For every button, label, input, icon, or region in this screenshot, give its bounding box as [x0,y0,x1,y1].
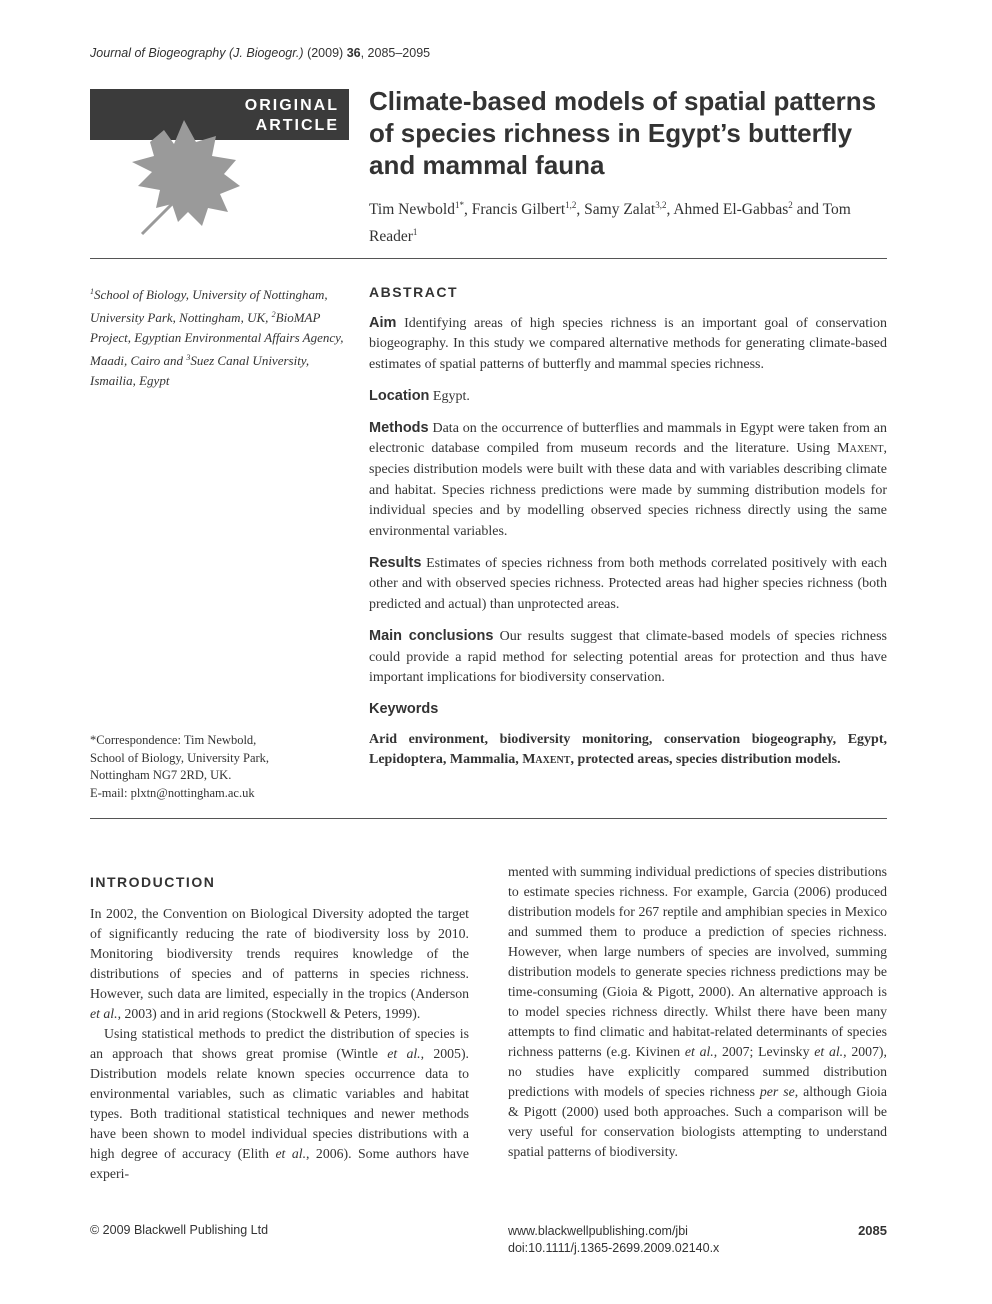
affiliation-1: School of Biology, University of Nottingham, University Park, Nottingham, UK, [90,287,328,325]
badge-line-1: ORIGINAL [244,97,339,114]
correspondence-line: *Correspondence: Tim Newbold, [90,733,257,747]
abstract-methods: Methods Data on the occurrence of butterflies and mammals in Egypt were taken from an electronic database compiled from museum records and the literature. Using Maxent, species distribution models were built with these data and with variables describing climate and habitat. Species richness predictions were made by summing distribution models for individual species and by modelling observed species richness directly using the same environmental variables. [369,419,887,540]
header-divider [90,258,887,259]
author: Ahmed El-Gabbas$^2$ and [673,200,823,218]
page-number: 2085 [858,1223,887,1238]
affiliation-2: BioMAP Project, Egyptian Environmental Affairs Agency, Maadi, Cairo and [90,310,344,368]
intro-paragraph-continued: mented with summing individual predictions of species distributions to estimate species richness. For example, Garcia (2006) produced distribution models for 267 reptile and amphibian species in Mexico and summed them to produce a prediction of species richness. However, when large numbers of species are involved, summing distribution models to generate species richness predictions may be time-consuming (Gioia & Pigott, 2000). An alternative approach is to model species richness directly. Whilst there have been many attempts to find climatic and habitat-related determinants of species richness patterns (e.g. Kivinen et al., 2007; Levinsky et al., 2007), no studies have explicitly compared summed distribution predictions with models of species richness per se, although Gioia & Pigott (2000) used both approaches. Such a comparison will be very useful for conservation biologists attempting to understand spatial patterns of biodiversity. [508,864,887,1159]
footer-links [508,1223,719,1257]
abstract-conclusions: Main conclusions Our results suggest that climate-based models of species richness could provide a rapid method for selecting potential areas for protection and thus have important implications for biodiversity conservation. [369,627,888,686]
abstract-aim: Aim Identifying areas of high species richness is an important goal of conservation biogeography. In this study we compared alternative methods for generating climate-based estimates of spatial patterns of butterfly and mammal species richness. [369,314,887,373]
author: Tim Newbold$^{1*}$, [369,200,472,218]
footer-copyright: © 2009 Blackwell Publishing Ltd [90,1223,269,1237]
journal-citation [90,46,430,60]
affiliation-3: Suez Canal University, Ismailia, Egypt [90,353,310,388]
journal-year: (2009) [307,46,344,60]
keywords-list: Arid environment, biodiversity monitoring, conservation biogeography, Egypt, Lepidoptera, Mammalia, Maxent, protected areas, species distribution models. [369,731,887,768]
badge-label [245,96,339,136]
abstract-location: Location Egypt. [369,387,470,404]
paper-title: Climate-based models of spatial patterns of species richness in Egypt’s butterfly and mammal fauna [369,86,877,180]
journal-pages: , 2085–2095 [360,46,431,60]
abstract-results: Results Estimates of species richness from both methods correlated positively with each other and with observed species richness. Protected areas had higher species richness (both predicted and actual) than unprotected areas. [369,554,888,613]
author: Samy Zalat$^{3,2}$, [584,200,674,218]
affiliations: $^1$School of Biology, University of Nottingham, University Park, Nottingham, UK, $^2$BioMAP Project, Egyptian Environmental Affairs Agency, Maadi, Cairo and $^3$Suez Canal University, Ismailia, Egypt [90,287,344,388]
intro-paragraph-2: Using statistical methods to predict the distribution of species is an approach that shows great promise (Wintle et al., 2005). Distribution models relate known species occurrence data to environmental variables, such as climatic variables and habitat types. Both traditional statistical techniques and newer methods have been shown to model individual species distributions with a high degree of accuracy (Elith et al., 2006). Some authors have experi- [90,1026,469,1181]
journal-abbrev: (J. Biogeogr.) [229,46,304,60]
keywords-heading: Keywords [369,700,439,717]
footer-doi[interactable]: doi:10.1111/j.1365-2699.2009.02140.x [508,1241,720,1255]
intro-paragraph-1: In 2002, the Convention on Biological Diversity adopted the target of significantly reducing the rate of biodiversity loss by 2010. Monitoring biodiversity trends requires knowledge of the distributions of species and of patterns in species richness. However, such data are limited, especially in the tropics (Anderson et al., 2003) and in arid regions (Stockwell & Peters, 1999). [90,906,469,1021]
leaf-shape [132,120,240,226]
introduction-heading: INTRODUCTION [90,874,216,890]
correspondence-email: E-mail: plxtn@nottingham.ac.uk [90,785,255,800]
badge-line-2: ARTICLE [255,117,339,134]
leaf-logo-icon [112,112,252,240]
author-list [369,194,889,248]
abstract-divider [90,818,887,819]
correspondence-line: Nottingham NG7 2RD, UK. [90,768,232,782]
journal-volume: 36 [346,46,361,60]
footer-url[interactable]: www.blackwellpublishing.com/jbi [508,1224,688,1238]
author: Tom Reader$^1$ [369,201,851,245]
abstract [369,282,887,781]
correspondence-line: School of Biology, University Park, [90,750,270,765]
correspondence [90,732,352,802]
author: Francis Gilbert$^{1,2}$, [471,200,585,218]
introduction-left-column [90,866,469,1184]
introduction-right-column [508,862,887,1162]
leaf-stem [142,204,172,234]
abstract-heading: ABSTRACT [369,284,458,300]
journal-name: Journal of Biogeography [90,46,226,60]
